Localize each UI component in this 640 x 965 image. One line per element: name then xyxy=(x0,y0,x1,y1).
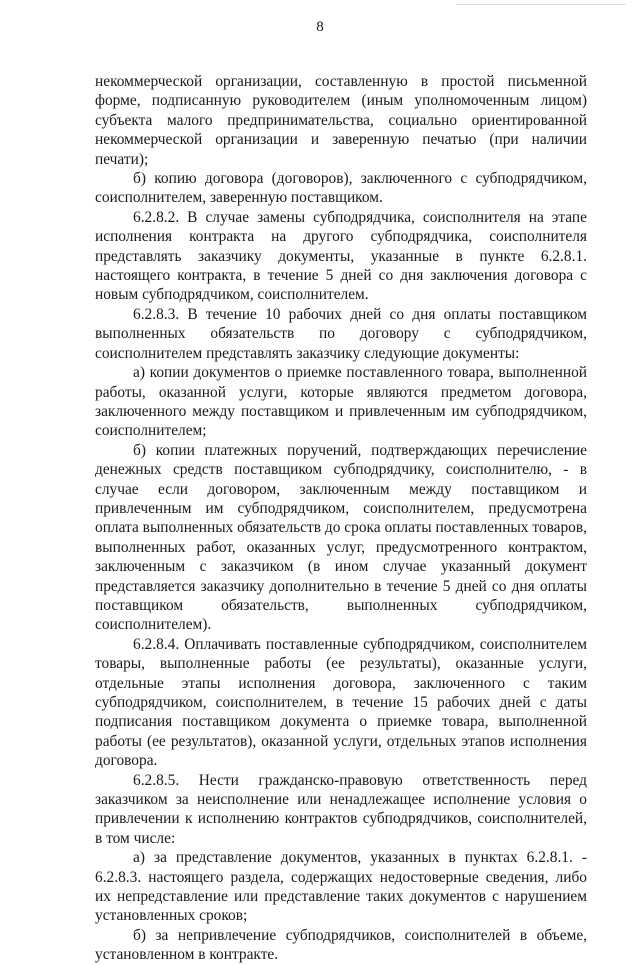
paragraph-6-2-8-5: 6.2.8.5. Нести гражданско-правовую ответственность перед заказчиком за неисполнение или ненадлежащее исполнение условия о привлечении к исполнению контрактов субподрядчиков, соисполнителей, в том числе: xyxy=(95,771,587,847)
paragraph-continuation: некоммерческой организации, составленную в простой письменной форме, подписанную руководителем (иным уполномоченным лицом) субъекта малого предпринимательства, социально ориентированной некоммерческой организации и заверенную печатью (при наличии печати); xyxy=(95,73,587,168)
page-number: 8 xyxy=(316,19,324,35)
paragraph-item-a-false-docs: а) за представление документов, указанных в пунктах 6.2.8.1. - 6.2.8.3. настоящего раздела, содержащих недостоверные сведения, либо их непредставление или представление таких документов с нарушением установленных сроков; xyxy=(95,849,587,925)
paragraph-6-2-8-2: 6.2.8.2. В случае замены субподрядчика, соисполнителя на этапе исполнения контракта на другого субподрядчика, соисполнителя представлять заказчику документы, указанные в пункте 6.2.8.1. настоящего контракта, в течение 5 дней со дня заключения договора с новым субподрядчиком, соисполнителем. xyxy=(95,208,587,304)
paragraph-item-b-contract-copy: б) копию договора (договоров), заключенного с субподрядчиком, соисполнителем, заверенную поставщиком. xyxy=(95,170,587,207)
paragraph-item-b-payment-orders: б) копии платежных поручений, подтверждающих перечисление денежных средств поставщиком субподрядчику, соисполнителю, - в случае если договором, заключенным между поставщиком и привлеченным им субподрядчиком, соисполнителем, предусмотрена оплата выполненных обязательств до срока оплаты поставленных товаров, выполненных работ, оказанных услуг, предусмотренного контрактом, заключенным с заказчиком (в ином случае указанный документ представляется заказчику дополнительно в течение 5 дней со дня оплаты поставщиком обязательств, выполненных субподрядчиком, соисполнителем). xyxy=(95,441,587,634)
document-body xyxy=(95,72,587,965)
paragraph-item-b-non-engagement: б) за непривлечение субподрядчиков, соисполнителей в объеме, установленном в контракте. xyxy=(95,926,587,964)
scan-edge-line xyxy=(456,4,626,6)
paragraph-item-a-acceptance-docs: а) копии документов о приемке поставленного товара, выполненной работы, оказанной услуги, которые являются предметом договора, заключенного между поставщиком и привлеченным им субподрядчиком, соисполнителем; xyxy=(95,364,587,440)
paragraph-6-2-8-4: 6.2.8.4. Оплачивать поставленные субподрядчиком, соисполнителем товары, выполненные работы (ее результаты), оказанные услуги, отдельные этапы исполнения договора, заключенного с таким субподрядчиком, соисполнителем, в течение 15 рабочих дней с даты подписания поставщиком документа о приемке товара, выполненной работы (ее результатов), оказанной услуги, отдельных этапов исполнения договора. xyxy=(95,635,587,770)
paragraph-6-2-8-3: 6.2.8.3. В течение 10 рабочих дней со дня оплаты поставщиком выполненных обязательств по договору с субподрядчиком, соисполнителем представлять заказчику следующие документы: xyxy=(95,305,587,362)
